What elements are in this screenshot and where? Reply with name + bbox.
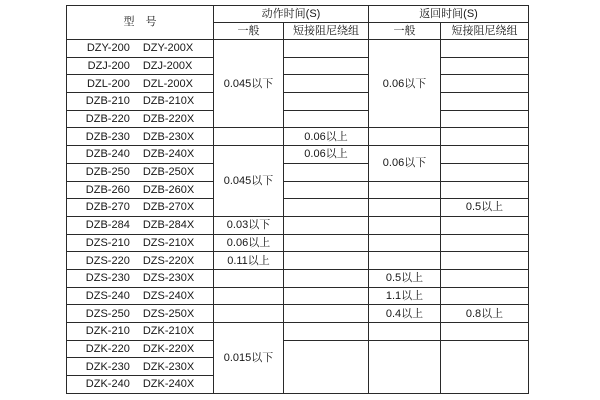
table-row <box>67 287 529 305</box>
return-general-cell <box>369 323 441 341</box>
model-pair <box>86 148 194 160</box>
model-pair <box>86 361 194 373</box>
table-row <box>67 181 529 199</box>
return-damping-cell <box>441 110 529 128</box>
model-name-variant: DZB-260X <box>142 183 195 196</box>
model-cell <box>67 199 214 217</box>
model-cell <box>67 110 214 128</box>
model-cell <box>67 234 214 252</box>
action-general-cell <box>214 287 284 305</box>
table-row <box>67 110 529 128</box>
return-general-header: 一般 <box>369 23 441 40</box>
action-damping-cell <box>284 93 369 111</box>
model-name: DZS-250 <box>85 307 130 320</box>
table-header <box>67 6 529 40</box>
model-pair <box>86 308 194 320</box>
table-row <box>67 40 529 58</box>
model-name: DZL-200 <box>87 77 130 90</box>
model-cell <box>67 75 214 93</box>
model-name-variant: DZB-220X <box>142 113 195 126</box>
model-name-variant: DZK-230X <box>142 360 195 373</box>
model-name: DZK-230 <box>85 360 130 373</box>
model-name: DZB-270 <box>85 201 130 214</box>
return-damping-cell <box>441 234 529 252</box>
model-cell <box>67 305 214 323</box>
table-row <box>67 128 529 146</box>
action-damping-cell <box>284 340 369 393</box>
return-general-cell: 0.4以上 <box>369 305 441 323</box>
action-general-cell <box>214 305 284 323</box>
model-name-variant: DZY-200X <box>142 42 194 55</box>
table-row <box>67 340 529 358</box>
return-general-cell <box>369 199 441 217</box>
table-row <box>67 57 529 75</box>
model-cell <box>67 128 214 146</box>
model-pair <box>86 184 194 196</box>
action-damping-cell: 0.06以上 <box>284 146 369 164</box>
action-damping-cell <box>284 216 369 234</box>
model-cell <box>67 146 214 164</box>
table-row <box>67 269 529 287</box>
model-name: DZY-200 <box>86 42 130 55</box>
return-damping-cell <box>441 128 529 146</box>
return-damping-cell <box>441 181 529 199</box>
action-damping-cell <box>284 40 369 58</box>
model-cell <box>67 269 214 287</box>
return-damping-cell <box>441 75 529 93</box>
model-name-variant: DZK-240X <box>142 378 195 391</box>
return-damping-cell <box>441 216 529 234</box>
action-damping-header: 短接阻尼绕组 <box>284 23 369 40</box>
model-name: DZK-220 <box>85 342 130 355</box>
model-pair <box>86 201 194 213</box>
model-pair <box>87 78 193 90</box>
model-name: DZK-240 <box>85 378 130 391</box>
model-name-variant: DZS-220X <box>142 254 195 267</box>
model-pair <box>86 113 194 125</box>
model-name-variant: DZB-284X <box>142 219 195 232</box>
table-row <box>67 323 529 341</box>
return-general-cell <box>369 234 441 252</box>
model-cell <box>67 216 214 234</box>
action-damping-cell <box>284 57 369 75</box>
model-name-variant: DZB-270X <box>142 201 195 214</box>
return-damping-cell <box>441 252 529 270</box>
action-general-cell <box>214 269 284 287</box>
model-name-variant: DZB-240X <box>142 148 195 161</box>
model-cell <box>67 287 214 305</box>
model-name: DZK-210 <box>85 325 130 338</box>
return-damping-cell <box>441 163 529 181</box>
table-row <box>67 305 529 323</box>
return-damping-cell <box>441 146 529 164</box>
spec-table <box>66 5 529 394</box>
table-body <box>67 40 529 394</box>
model-cell <box>67 57 214 75</box>
action-damping-cell: 0.06以上 <box>284 128 369 146</box>
return-damping-cell: 0.5以上 <box>441 199 529 217</box>
model-name: DZS-220 <box>85 254 130 267</box>
return-general-cell <box>369 181 441 199</box>
model-cell <box>67 376 214 394</box>
action-general-cell <box>214 128 284 146</box>
model-pair <box>86 290 194 302</box>
return-damping-cell <box>441 323 529 341</box>
model-cell <box>67 40 214 58</box>
model-cell <box>67 252 214 270</box>
action-general-cell: 0.06以上 <box>214 234 284 252</box>
model-pair <box>86 131 194 143</box>
action-damping-cell <box>284 269 369 287</box>
model-name: DZB-230 <box>85 130 130 143</box>
model-cell <box>67 181 214 199</box>
table-row <box>67 199 529 217</box>
table-row <box>67 234 529 252</box>
table-row <box>67 216 529 234</box>
table-row <box>67 252 529 270</box>
model-pair <box>86 237 194 249</box>
action-general-cell: 0.11以上 <box>214 252 284 270</box>
action-general-cell: 0.045以下 <box>214 146 284 217</box>
model-pair <box>86 166 194 178</box>
model-pair <box>86 272 194 284</box>
model-name-variant: DZS-210X <box>142 236 195 249</box>
model-name: DZS-230 <box>85 272 130 285</box>
table-row <box>67 93 529 111</box>
model-name-variant: DZK-210X <box>142 325 195 338</box>
action-damping-cell <box>284 305 369 323</box>
action-general-header: 一般 <box>214 23 284 40</box>
action-damping-cell <box>284 110 369 128</box>
model-cell <box>67 358 214 376</box>
action-damping-cell <box>284 252 369 270</box>
model-name-variant: DZL-200X <box>142 77 193 90</box>
return-general-cell <box>369 216 441 234</box>
model-header: 型 号 <box>67 6 214 40</box>
model-name-variant: DZS-230X <box>142 272 195 285</box>
return-damping-cell <box>441 93 529 111</box>
return-time-header: 返回时间(S) <box>369 6 529 23</box>
action-damping-cell <box>284 75 369 93</box>
model-name-variant: DZS-240X <box>142 289 195 302</box>
return-damping-cell <box>441 269 529 287</box>
model-pair <box>86 325 194 337</box>
model-name-variant: DZK-220X <box>142 342 195 355</box>
action-time-header: 动作时间(S) <box>214 6 369 23</box>
return-damping-cell <box>441 287 529 305</box>
model-name-variant: DZB-210X <box>142 95 195 108</box>
table-row <box>67 163 529 181</box>
model-pair <box>86 95 194 107</box>
model-cell <box>67 163 214 181</box>
action-damping-cell <box>284 199 369 217</box>
return-damping-cell <box>441 40 529 58</box>
model-pair <box>87 42 193 54</box>
return-damping-header: 短接阻尼绕组 <box>441 23 529 40</box>
model-name-variant: DZB-230X <box>142 130 195 143</box>
model-pair <box>86 343 194 355</box>
model-cell <box>67 323 214 341</box>
action-general-cell: 0.03以下 <box>214 216 284 234</box>
model-name: DZB-284 <box>85 219 130 232</box>
return-general-cell: 0.5以上 <box>369 269 441 287</box>
action-damping-cell <box>284 181 369 199</box>
model-name: DZB-240 <box>85 148 130 161</box>
action-general-cell: 0.015以下 <box>214 323 284 394</box>
model-cell <box>67 93 214 111</box>
model-name: DZS-210 <box>85 236 130 249</box>
model-pair <box>86 219 194 231</box>
model-pair <box>86 378 194 390</box>
model-pair <box>88 60 193 72</box>
return-damping-cell <box>441 57 529 75</box>
model-name-variant: DZB-250X <box>142 166 195 179</box>
return-general-cell <box>369 340 441 393</box>
model-cell <box>67 340 214 358</box>
model-name: DZB-260 <box>85 183 130 196</box>
action-damping-cell <box>284 323 369 341</box>
table-row <box>67 146 529 164</box>
return-general-cell: 0.06以下 <box>369 40 441 128</box>
model-name: DZJ-200 <box>87 59 130 72</box>
action-damping-cell <box>284 287 369 305</box>
model-name: DZB-220 <box>85 113 130 126</box>
model-pair <box>86 255 194 267</box>
table-row <box>67 75 529 93</box>
return-general-cell <box>369 128 441 146</box>
return-general-cell <box>369 252 441 270</box>
return-general-cell: 0.06以下 <box>369 146 441 181</box>
model-name: DZS-240 <box>85 289 130 302</box>
model-name: DZB-210 <box>85 95 130 108</box>
return-damping-cell: 0.8以上 <box>441 305 529 323</box>
return-damping-cell <box>441 340 529 393</box>
return-general-cell: 1.1以上 <box>369 287 441 305</box>
action-damping-cell <box>284 234 369 252</box>
model-name-variant: DZS-250X <box>142 307 195 320</box>
action-general-cell: 0.045以下 <box>214 40 284 128</box>
action-damping-cell <box>284 163 369 181</box>
model-name: DZB-250 <box>85 166 130 179</box>
model-name-variant: DZJ-200X <box>142 59 193 72</box>
header-row-groups <box>67 6 529 23</box>
